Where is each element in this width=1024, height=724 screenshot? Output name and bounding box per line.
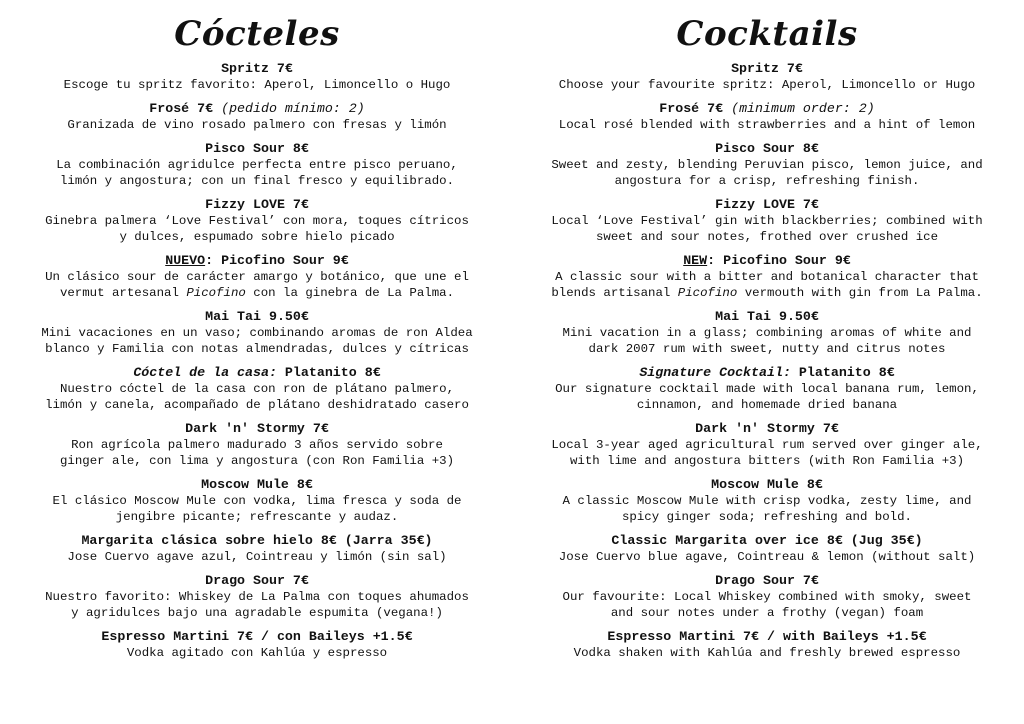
item-description: Vodka agitado con Kahlúa y espresso [126, 646, 388, 660]
item-description: Jose Cuervo agave azul, Cointreau y limón (sin sal) [67, 550, 447, 564]
item-name: Frosé 7€ [149, 101, 214, 116]
item-description: Vodka shaken with Kahlúa and freshly brewed espresso [573, 646, 961, 660]
item-description-line: y dulces, espumado sobre hielo picado [119, 230, 395, 244]
menu-item [14, 572, 500, 621]
item-name: Frosé 7€ [659, 101, 724, 116]
item-name: Classic Margarita over ice 8€ (Jug 35€) [611, 533, 923, 548]
menu-item [14, 196, 500, 245]
item-name: Platanito 8€ [790, 365, 895, 380]
item-name: Margarita clásica sobre hielo 8€ (Jarra 35€) [81, 533, 433, 548]
menu-item [524, 100, 1010, 133]
menu-item [524, 60, 1010, 93]
menu-item [524, 476, 1010, 525]
new-tag: NEW [683, 253, 708, 268]
item-description: Granizada de vino rosado palmero con fresas y limón [67, 118, 447, 132]
brand-name: Picofino [677, 286, 738, 300]
item-description-line: blanco y Familia con notas almendradas, dulces y cítricas [45, 342, 469, 356]
item-name: Pisco Sour 8€ [205, 141, 309, 156]
menu-item [524, 252, 1010, 301]
item-description-line: spicy ginger soda; refreshing and bold. [622, 510, 912, 524]
item-description-line: limón y canela, acompañado de plátano deshidratado casero [45, 398, 469, 412]
item-description-line: and sour notes under a frothy (vegan) foam [610, 606, 924, 620]
item-description-line: Our favourite: Local Whiskey combined with smoky, sweet [562, 590, 972, 604]
menu-item [14, 100, 500, 133]
item-description-line: dark 2007 rum with sweet, nutty and citrus notes [588, 342, 946, 356]
item-name: Espresso Martini 7€ / con Baileys +1.5€ [101, 629, 413, 644]
desc-text: blends artisanal [551, 286, 678, 300]
item-description-line: Our signature cocktail made with local banana rum, lemon, [555, 382, 979, 396]
menu-item [524, 572, 1010, 621]
item-name: Mai Tai 9.50€ [715, 309, 819, 324]
item-description-line: A classic Moscow Mule with crisp vodka, zesty lime, and [562, 494, 972, 508]
menu-item [14, 532, 500, 565]
item-description-line: Un clásico sour de carácter amargo y botánico, que une el [45, 270, 469, 284]
menu-item [14, 60, 500, 93]
menu-item [14, 628, 500, 661]
menu-item [524, 364, 1010, 413]
item-description-line: La combinación agridulce perfecta entre pisco peruano, [56, 158, 458, 172]
item-name: Espresso Martini 7€ / with Baileys +1.5€ [607, 629, 927, 644]
menu-item [524, 196, 1010, 245]
menu-item [524, 140, 1010, 189]
item-description: Choose your favourite spritz: Aperol, Limoncello or Hugo [558, 78, 976, 92]
menu-item [524, 628, 1010, 661]
menu-column-english [524, 0, 1010, 668]
item-prefix: Signature Cocktail: [639, 365, 791, 380]
menu-item [14, 140, 500, 189]
item-name: Moscow Mule 8€ [711, 477, 823, 492]
item-description-line: A classic sour with a bitter and botanical character that [555, 270, 979, 284]
item-description-line [14, 285, 500, 301]
menu-item [14, 308, 500, 357]
menu-item [524, 308, 1010, 357]
item-name: Fizzy LOVE 7€ [205, 197, 309, 212]
item-name: Mai Tai 9.50€ [205, 309, 309, 324]
item-description-line: ginger ale, con lima y angostura (con Ron Familia +3) [59, 454, 455, 468]
item-name: Drago Sour 7€ [205, 573, 309, 588]
desc-text: con la ginebra de La Palma. [245, 286, 455, 300]
item-description-line: El clásico Moscow Mule con vodka, lima fresca y soda de [52, 494, 462, 508]
item-description-line: cinnamon, and homemade dried banana [636, 398, 898, 412]
item-name: Spritz 7€ [731, 61, 803, 76]
item-description-line: with lime and angostura bitters (with Ron Familia +3) [569, 454, 965, 468]
desc-text: vermut artesanal [59, 286, 187, 300]
item-name: Moscow Mule 8€ [201, 477, 313, 492]
item-name: : Picofino Sour 9€ [205, 253, 349, 268]
item-name: Pisco Sour 8€ [715, 141, 819, 156]
item-description-line: Local ‘Love Festival’ gin with blackberries; combined with [551, 214, 983, 228]
item-name: Platanito 8€ [276, 365, 381, 380]
menu-item [14, 364, 500, 413]
new-tag: NUEVO [165, 253, 206, 268]
item-description-line: Ron agrícola palmero madurado 3 años servido sobre [71, 438, 443, 452]
brand-name: Picofino [186, 286, 246, 300]
menu-item [14, 420, 500, 469]
item-note: (minimum order: 2) [731, 101, 875, 116]
item-description-line: Nuestro cóctel de la casa con ron de plátano palmero, [59, 382, 455, 396]
item-name: Dark 'n' Stormy 7€ [185, 421, 329, 436]
column-title: Cócteles [174, 14, 340, 54]
item-description-line: Local 3-year aged agricultural rum served over ginger ale, [551, 438, 983, 452]
menu-item [14, 252, 500, 301]
desc-text: vermouth with gin from La Palma. [737, 286, 983, 300]
column-title: Cocktails [676, 14, 858, 54]
item-name: Drago Sour 7€ [715, 573, 819, 588]
menu-column-spanish [14, 0, 500, 668]
item-description-line: angostura for a crisp, refreshing finish. [614, 174, 920, 188]
item-description-line [524, 285, 1010, 301]
item-description: Jose Cuervo blue agave, Cointreau & lemon (without salt) [558, 550, 976, 564]
item-description-line: y agridulces bajo una agradable espumita (vegana!) [71, 606, 443, 620]
item-description: Escoge tu spritz favorito: Aperol, Limoncello o Hugo [63, 78, 451, 92]
item-description-line: Nuestro favorito: Whiskey de La Palma con toques ahumados [45, 590, 469, 604]
menu-item [524, 420, 1010, 469]
item-description-line: Ginebra palmera ‘Love Festival’ con mora, toques cítricos [45, 214, 469, 228]
item-description-line: Mini vacaciones en un vaso; combinando aromas de ron Aldea [41, 326, 473, 340]
item-description-line: sweet and sour notes, frothed over crushed ice [595, 230, 939, 244]
menu-item [14, 476, 500, 525]
item-prefix: Cóctel de la casa: [133, 365, 277, 380]
item-description: Local rosé blended with strawberries and a hint of lemon [558, 118, 976, 132]
item-note: (pedido mínimo: 2) [221, 101, 365, 116]
item-name: Dark 'n' Stormy 7€ [695, 421, 839, 436]
item-description-line: jengibre picante; refrescante y audaz. [115, 510, 399, 524]
menu-item [524, 532, 1010, 565]
item-name: Fizzy LOVE 7€ [715, 197, 819, 212]
item-name: Spritz 7€ [221, 61, 293, 76]
item-description-line: Mini vacation in a glass; combining aromas of white and [562, 326, 972, 340]
item-description-line: limón y angostura; con un final fresco y equilibrado. [59, 174, 455, 188]
item-name: : Picofino Sour 9€ [707, 253, 851, 268]
item-description-line: Sweet and zesty, blending Peruvian pisco, lemon juice, and [551, 158, 983, 172]
